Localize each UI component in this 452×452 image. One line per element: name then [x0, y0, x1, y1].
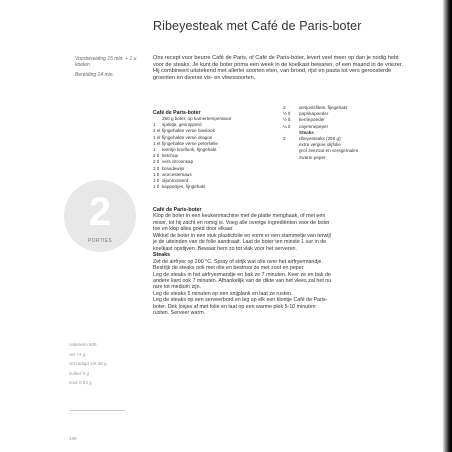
sidebar-divider — [69, 410, 125, 411]
ingredient-qty: ½ tl — [283, 117, 291, 123]
ingredients-column-1 — [153, 116, 271, 190]
prep-time: Voorbereiding 15 min. + 1 u koelen — [75, 56, 137, 69]
ingredient-row — [153, 184, 271, 190]
ingredient-qty: 1 tl — [153, 178, 160, 184]
ingredient-qty: ½ tl — [283, 111, 291, 117]
ingredient-qty: ¼ tl — [283, 123, 291, 129]
page-number: 196 — [69, 436, 77, 441]
servings-label: PORTIES — [88, 238, 112, 244]
ingredient-item: extra vergine olijfolie — [299, 142, 341, 148]
ingredient-item: grof zeezout en versgemalen — [299, 148, 359, 154]
method-line: Wikkel de boter in een stuk plasticfolie en vorm er een stammetje van terwijl — [153, 232, 331, 239]
ingredient-qty: 2 — [283, 136, 286, 142]
method-text — [153, 207, 408, 317]
ingredient-qty: 2 — [283, 105, 286, 110]
method-line: Leg de steaks 5 minuten op een snijplank en laat ze rusten. — [153, 290, 293, 297]
ingredient-item: teentje knoflook, fijngehakt — [162, 147, 217, 153]
ingredient-item: dijonmosterd — [162, 178, 189, 184]
ingredient-item: worcestersaus — [162, 171, 192, 177]
ingredient-qty: 1 — [153, 122, 156, 128]
method-line: rare tot medium zijn. — [153, 284, 201, 291]
method-line: rusten. Serveer warm. — [153, 310, 206, 317]
ingredient-qty: 1 — [153, 147, 156, 153]
ingredient-item: vers citroensap — [162, 159, 194, 165]
ingredient-qty: 2 tl — [153, 153, 160, 159]
ingredient-item: fijngehakte verse peterselie — [162, 140, 218, 146]
ingredient-item: Steaks — [299, 129, 314, 135]
method-line: Leg de steaks op een serveerbord en leg op elk een klontje Café de Paris- — [153, 297, 328, 304]
cook-time: Bereiding 14 min. — [75, 71, 114, 78]
ingredient-item: fijngehakte verse dragon — [162, 134, 213, 140]
ingredient-item: cayennepeper — [299, 123, 329, 129]
nutrition-line: suiker 0 g — [69, 370, 89, 376]
nutrition-line: zout 0,93 g — [69, 380, 92, 385]
ingredient-qty: 1 tl — [153, 171, 160, 177]
time-info — [75, 56, 140, 81]
method-line: mixer, tot hij zacht en romig is. Voeg alle overige ingrediënten voor de boter — [153, 219, 330, 226]
method-line: Klop de boter in een keukenmachine met de platte menghaak, of met een — [153, 213, 326, 220]
method-line: boter. Dek losjes af met folie en laat op een warme plek 5-10 minuten — [153, 303, 316, 310]
method-line: toe en klop alles goed door elkaar. — [153, 226, 234, 233]
page-binding-edge — [443, 0, 452, 452]
ingredient-item: 250 g boter, op kamertemperatuur — [162, 116, 232, 121]
servings-number: 2 — [88, 190, 112, 234]
ingredients-heading: Café de Paris-boter — [153, 110, 201, 116]
ingredient-item: ribeyesteaks (250 g) — [299, 136, 341, 142]
method-line: koelkast opstijven. Bewaar hem zo tot vlak voor het serveren. — [153, 245, 297, 252]
method-heading: Café de Paris-boter — [153, 207, 202, 213]
nutrition-line: verzadigd vet 38 g — [69, 361, 107, 366]
ingredient-qty — [283, 155, 299, 161]
ingredient-qty: 1 el — [153, 140, 161, 146]
ingredient-item: kappertjes, fijngehakt — [162, 184, 206, 190]
method-heading: Steaks — [153, 252, 171, 259]
method-line: Bestrijk de steaks ook met olie en bestrooi ze met zout en peper. — [153, 265, 305, 272]
recipe-title: Ribeyesteak met Café de Paris-boter — [153, 19, 362, 33]
ingredient-item: ketchup — [162, 153, 179, 159]
ingredient-qty: 2 tl — [153, 165, 160, 171]
ingredient-qty: 2 el — [153, 128, 161, 134]
ingredient-item: kerriepoeder — [299, 117, 325, 123]
ingredient-item: brandewijn — [162, 165, 185, 171]
ingredient-qty: 1 el — [153, 134, 161, 140]
method-line: andere kant ook 7 minuten. Afhankelijk van de dikte van het vlees zal het nu — [153, 277, 332, 284]
ingredient-qty: 1 tl — [153, 184, 160, 190]
ingredient-row — [283, 155, 403, 161]
ingredient-qty: 2 tl — [153, 159, 160, 165]
nutrition-line: calorieën 808 — [69, 342, 97, 347]
ingredient-item: paprikapoeder — [299, 111, 329, 117]
ingredient-item: zwarte peper — [299, 154, 326, 160]
ingredients-column-2 — [283, 105, 403, 161]
method-line: Zet de airfryer op 200 °C. Spray of strijk wat olie over het airfryermandje. — [153, 258, 323, 265]
ingredient-item: ansjovisfilets, fijngehakt — [299, 105, 348, 110]
nutrition-line: vet 74 g — [69, 351, 86, 357]
method-line: je de uiteinden van de folie aandraait. Laat de boter ten minste 1 uur in de — [153, 239, 327, 246]
method-line: Leg de steaks in het airfryermandje en bak ze 7 minuten. Keer ze en bak de — [153, 271, 331, 278]
ingredient-item: sjalotje, gesnipperd — [162, 122, 202, 128]
recipe-intro: Ons recept voor beurre Café de Paris, of Café de Paris-boter, levert veel meer op dan je nodig hebt voor de steaks. Je kunt de boter prima een week in de koelkast bewaren, of een maand in de vriezer. Hij combineert uitstekend met allerlei soorten eten, van brood, rijst en pasta tot vers geroosterde groenten en diverse vis- en vleessoorten. — [153, 55, 403, 81]
nutrition-info — [69, 340, 107, 388]
ingredient-item: fijngehakte verse bieslook — [162, 128, 215, 134]
